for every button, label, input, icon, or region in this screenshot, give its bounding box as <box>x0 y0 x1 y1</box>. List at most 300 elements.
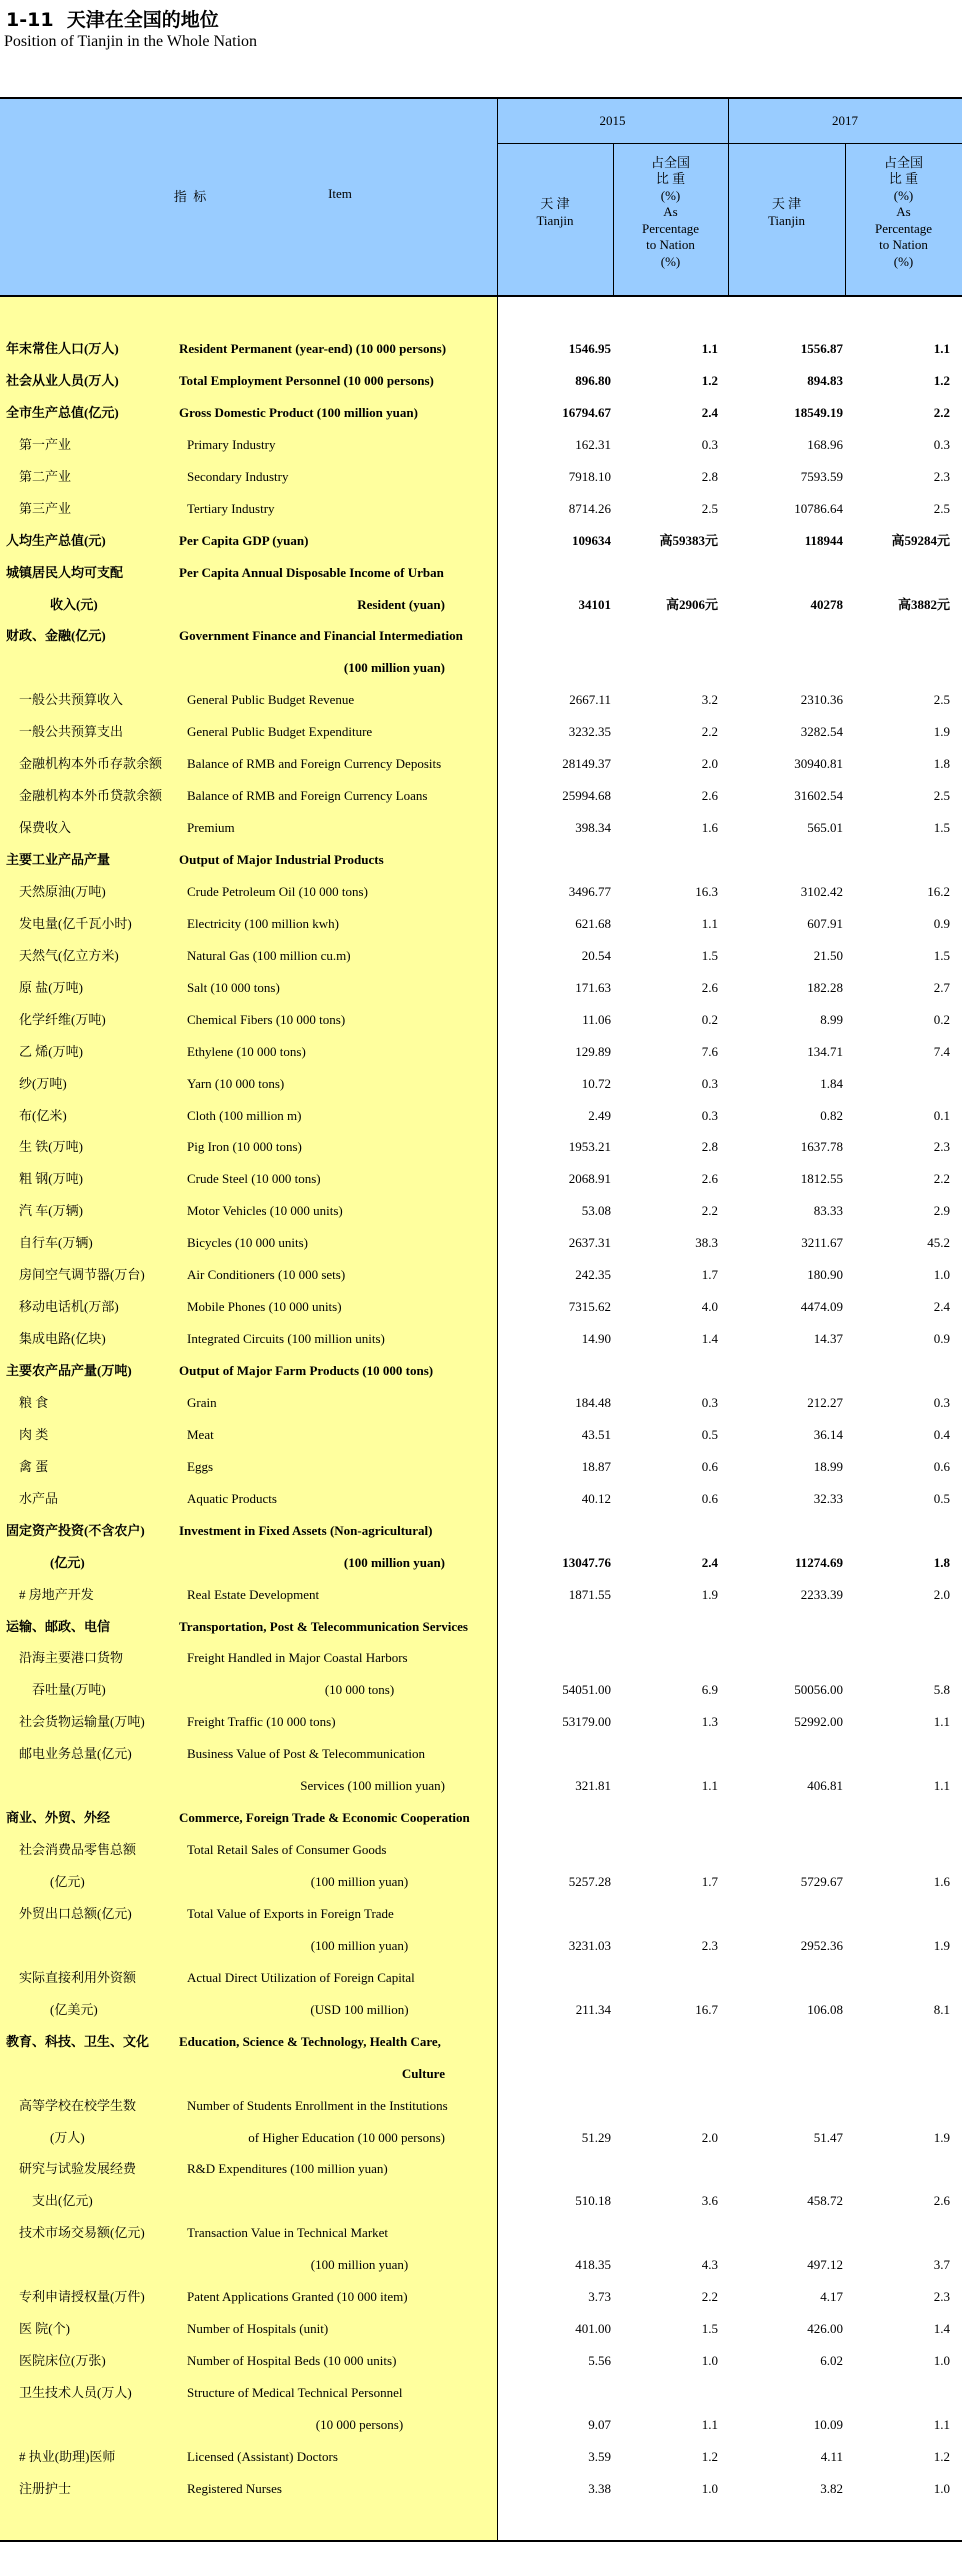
pct-2017: 1.4 <box>933 2321 950 2337</box>
pct-2015: 4.0 <box>701 1299 718 1315</box>
table-row <box>0 397 962 429</box>
pct-2017: 2.5 <box>933 692 950 708</box>
year-row-rule <box>497 143 962 144</box>
table-row <box>0 365 962 397</box>
pct-2015: 7.6 <box>701 1043 718 1059</box>
table-row <box>0 2249 962 2281</box>
pct-2015: 2.2 <box>701 724 718 740</box>
pct-2015: 2.8 <box>701 1139 718 1155</box>
pct-2017: 7.4 <box>933 1043 950 1059</box>
indicator-zh: 社会从业人员(万人) <box>6 372 119 388</box>
table-body <box>0 333 962 2505</box>
table-row <box>0 1738 962 1770</box>
indicator-en: Structure of Medical Technical Personnel <box>187 2385 403 2400</box>
value-2017: 2952.36 <box>800 1937 843 1953</box>
value-2015: 211.34 <box>575 2001 611 2017</box>
pct-2015: 2.0 <box>701 756 718 772</box>
pct-2015: 0.3 <box>701 436 718 452</box>
header-year-2017: 2017 <box>832 113 858 128</box>
value-2017: 40278 <box>810 596 843 612</box>
header-percentage-line: (%) <box>660 187 681 203</box>
value-2017: 32.33 <box>813 1490 843 1506</box>
indicator-zh: 邮电业务总量(亿元) <box>19 1746 132 1762</box>
indicator-zh: 社会消费品零售总额 <box>19 1842 137 1858</box>
indicator-en: Per Capita GDP (yuan) <box>179 532 309 548</box>
value-2017: 607.91 <box>807 915 843 931</box>
pct-2017: 1.9 <box>933 724 950 740</box>
indicator-en: Gross Domestic Product (100 million yuan) <box>179 404 418 420</box>
table-row <box>0 1770 962 1802</box>
value-2015: 162.31 <box>575 436 611 452</box>
indicator-en: Transportation, Post & Telecommunication Services <box>179 1618 468 1634</box>
indicator-en: Tertiary Industry <box>187 500 275 516</box>
indicator-en: Licensed (Assistant) Doctors <box>187 2448 338 2464</box>
pct-2015: 2.4 <box>701 404 718 420</box>
value-2015: 53.08 <box>581 1203 611 1219</box>
pct-2015: 2.3 <box>701 1937 718 1953</box>
header-percentage-line: 占全国 <box>650 154 690 170</box>
indicator-en: Government Finance and Financial Intermediation <box>179 628 463 644</box>
value-2015: 1871.55 <box>568 1586 611 1602</box>
value-2017: 168.96 <box>807 436 843 452</box>
table-row <box>0 1834 962 1866</box>
table-row <box>0 557 962 589</box>
value-2017: 31602.54 <box>794 788 843 804</box>
indicator-zh: 纱(万吨) <box>19 1075 67 1091</box>
table-row <box>0 2122 962 2154</box>
pct-2015: 1.1 <box>701 341 718 356</box>
indicator-en: Resident (yuan) <box>357 596 445 612</box>
pct-2017: 高3882元 <box>897 596 950 612</box>
indicator-zh: 禽 蛋 <box>19 1458 49 1474</box>
pct-2017: 0.3 <box>933 1394 950 1410</box>
table-row <box>0 1419 962 1451</box>
pct-2015: 2.2 <box>701 2289 718 2305</box>
value-2015: 5257.28 <box>568 1874 611 1889</box>
table-row <box>0 1355 962 1387</box>
indicator-zh: 布(亿米) <box>19 1107 67 1123</box>
value-2017: 8.99 <box>820 1011 843 1027</box>
pct-2015: 0.5 <box>701 1426 718 1442</box>
header-tianjin-zh: 天 津 <box>771 196 802 211</box>
indicator-zh: 化学纤维(万吨) <box>19 1011 106 1027</box>
pct-2017: 1.9 <box>933 2129 950 2145</box>
value-2015: 418.35 <box>575 2257 611 2273</box>
table-row <box>0 940 962 972</box>
pct-2017: 1.8 <box>933 1554 950 1570</box>
table-row <box>0 684 962 716</box>
indicator-zh: 一般公共预算支出 <box>19 724 124 740</box>
indicator-en: Yarn (10 000 tons) <box>187 1075 285 1091</box>
pct-2015: 2.6 <box>701 979 718 995</box>
table-row <box>0 1259 962 1291</box>
indicator-zh: 吞吐量(万吨) <box>32 1682 106 1698</box>
table-row <box>0 876 962 908</box>
table-row <box>0 493 962 525</box>
value-2017: 6.02 <box>820 2353 843 2369</box>
value-2015: 3496.77 <box>568 883 611 899</box>
pct-2015: 1.2 <box>701 2448 718 2464</box>
pct-2017: 2.3 <box>933 468 950 484</box>
header-year-2015: 2015 <box>599 113 626 128</box>
indicator-zh: 外贸出口总额(亿元) <box>19 1905 132 1921</box>
table-row <box>0 748 962 780</box>
pct-2017: 1.5 <box>933 820 950 836</box>
header-percentage-line: Percentage <box>874 220 933 236</box>
header-percentage-line: to Nation <box>646 237 695 253</box>
pct-2017: 0.5 <box>933 1490 950 1506</box>
pct-2017: 2.0 <box>933 1586 950 1602</box>
pct-2015: 6.9 <box>701 1682 718 1698</box>
value-2017: 497.12 <box>807 2257 843 2273</box>
value-2015: 34101 <box>578 596 611 612</box>
value-2015: 28149.37 <box>562 756 611 772</box>
indicator-en: (100 million yuan) <box>343 660 445 676</box>
indicator-zh: 教育、科技、卫生、文化 <box>6 2033 150 2049</box>
table-row <box>0 2345 962 2377</box>
indicator-zh: 卫生技术人员(万人) <box>19 2385 132 2400</box>
value-2015: 2667.11 <box>569 692 611 708</box>
value-2017: 180.90 <box>807 1267 843 1283</box>
value-2015: 242.35 <box>575 1267 611 1283</box>
pct-2017: 2.6 <box>933 2193 950 2209</box>
indicator-zh: 集成电路(亿块) <box>19 1331 106 1347</box>
table-row <box>0 1036 962 1068</box>
value-2017: 10786.64 <box>794 500 843 516</box>
pct-2015: 1.1 <box>701 2416 718 2432</box>
table-row <box>0 2090 962 2122</box>
indicator-en: Actual Direct Utilization of Foreign Capital <box>187 1969 415 1985</box>
indicator-en: Motor Vehicles (10 000 units) <box>187 1203 343 1219</box>
indicator-en: Crude Petroleum Oil (10 000 tons) <box>187 883 368 899</box>
value-2015: 51.29 <box>581 2129 611 2145</box>
table-row <box>0 1642 962 1674</box>
pct-2017: 1.9 <box>933 1937 950 1953</box>
indicator-zh: 运输、邮政、电信 <box>6 1618 111 1634</box>
indicator-en: Balance of RMB and Foreign Currency Loans <box>187 788 428 804</box>
header-tianjin-en: Tianjin <box>536 212 574 228</box>
pct-2017: 1.0 <box>933 2480 950 2496</box>
table-row <box>0 429 962 461</box>
value-2017: 118944 <box>804 532 843 548</box>
indicator-en: Education, Science & Technology, Health Care, <box>179 2033 441 2049</box>
pct-2015: 1.7 <box>701 1267 718 1283</box>
value-2017: 7593.59 <box>800 468 843 484</box>
value-2015: 398.34 <box>575 820 611 836</box>
pct-2017: 1.8 <box>933 756 950 772</box>
value-2017: 565.01 <box>807 820 843 836</box>
table-top-rule <box>0 97 962 99</box>
pct-2015: 1.1 <box>701 915 718 931</box>
indicator-zh: 肉 类 <box>19 1426 49 1442</box>
pct-2017: 1.1 <box>933 341 950 356</box>
pct-2017: 1.0 <box>933 2353 950 2369</box>
indicator-zh: 固定资产投资(不含农户) <box>6 1522 145 1538</box>
value-2017: 406.81 <box>807 1778 843 1794</box>
indicator-en: Investment in Fixed Assets (Non-agricultural) <box>179 1522 433 1538</box>
pct-2017: 2.2 <box>933 404 950 420</box>
indicator-zh: (亿元) <box>50 1874 85 1889</box>
table-row <box>0 1387 962 1419</box>
indicator-en: Cloth (100 million m) <box>187 1107 302 1123</box>
indicator-en: (USD 100 million) <box>310 2001 409 2017</box>
value-2015: 3231.03 <box>568 1937 611 1953</box>
indicator-zh: 自行车(万辆) <box>19 1235 93 1251</box>
pct-2017: 1.1 <box>933 2416 950 2432</box>
pct-2017: 0.4 <box>933 1426 950 1442</box>
value-2015: 321.81 <box>575 1778 611 1794</box>
header-tianjin-zh: 天 津 <box>540 196 570 211</box>
indicator-zh: 注册护士 <box>19 2480 72 2496</box>
value-2017: 4.11 <box>820 2448 843 2464</box>
indicator-zh: 支出(亿元) <box>32 2193 93 2209</box>
value-2017: 458.72 <box>807 2193 843 2209</box>
pct-2015: 1.9 <box>701 1586 718 1602</box>
indicator-zh: 医院床位(万张) <box>19 2353 106 2369</box>
indicator-en: Air Conditioners (10 000 sets) <box>187 1267 346 1283</box>
value-2017: 4474.09 <box>800 1299 843 1315</box>
pct-2015: 0.6 <box>701 1458 718 1474</box>
pct-2015: 4.3 <box>701 2257 718 2273</box>
header-percentage-2015 <box>613 144 728 295</box>
header-tianjin-2015 <box>497 144 613 295</box>
table-row <box>0 2377 962 2409</box>
indicator-en: Patent Applications Granted (10 000 item) <box>187 2289 408 2305</box>
value-2015: 5.56 <box>588 2353 611 2369</box>
indicator-zh: 粮 食 <box>19 1394 49 1410</box>
value-2017: 1556.87 <box>800 341 843 356</box>
value-2017: 36.14 <box>813 1426 843 1442</box>
indicator-en: Resident Permanent (year-end) (10 000 persons) <box>179 341 447 356</box>
indicator-zh: (亿元) <box>50 1554 85 1570</box>
indicator-zh: 全市生产总值(亿元) <box>6 404 119 420</box>
table-row <box>0 2313 962 2345</box>
indicator-en: Salt (10 000 tons) <box>187 979 280 995</box>
table-row <box>0 1579 962 1611</box>
table-row <box>0 1068 962 1100</box>
pct-2015: 2.0 <box>701 2129 718 2145</box>
indicator-zh: 保费收入 <box>19 820 72 836</box>
header-percentage-line: 占全国 <box>883 154 923 170</box>
table-row <box>0 1004 962 1036</box>
pct-2015: 0.2 <box>701 1011 718 1027</box>
indicator-zh: 年末常住人口(万人) <box>6 341 119 356</box>
value-2017: 182.28 <box>807 979 843 995</box>
value-2015: 896.80 <box>575 372 611 388</box>
divider-tianjin-pct-2015 <box>613 144 614 295</box>
table-row <box>0 1195 962 1227</box>
pct-2015: 高59383元 <box>659 532 718 548</box>
indicator-zh: # 执业(助理)医师 <box>19 2448 116 2464</box>
pct-2015: 1.2 <box>701 372 718 388</box>
table-row <box>0 2153 962 2185</box>
indicator-en: (100 million yuan) <box>310 1874 409 1889</box>
indicator-en: Registered Nurses <box>187 2480 282 2496</box>
pct-2015: 2.8 <box>701 468 718 484</box>
pct-2017: 2.3 <box>933 1139 950 1155</box>
value-2017: 3211.67 <box>801 1235 843 1251</box>
indicator-en: Ethylene (10 000 tons) <box>187 1043 306 1059</box>
value-2015: 13047.76 <box>562 1554 611 1570</box>
pct-2017: 2.5 <box>933 788 950 804</box>
value-2017: 18549.19 <box>794 404 843 420</box>
value-2015: 7918.10 <box>568 468 611 484</box>
header-bottom-rule <box>0 295 962 297</box>
table-row <box>0 461 962 493</box>
indicator-en: (100 million yuan) <box>310 2257 409 2273</box>
pct-2017: 0.1 <box>933 1107 950 1123</box>
indicator-en: Integrated Circuits (100 million units) <box>187 1331 385 1347</box>
indicator-en: Eggs <box>187 1458 213 1474</box>
pct-2015: 1.5 <box>701 2321 718 2337</box>
table-bottom-rule <box>0 2540 962 2542</box>
indicator-en: R&D Expenditures (100 million yuan) <box>187 2161 388 2177</box>
table-row <box>0 1547 962 1579</box>
value-2015: 2637.31 <box>568 1235 611 1251</box>
table-row <box>0 620 962 652</box>
table-row <box>0 589 962 621</box>
indicator-en: Transaction Value in Technical Market <box>187 2225 389 2241</box>
value-2017: 10.09 <box>813 2416 843 2432</box>
value-2017: 11274.69 <box>794 1554 843 1570</box>
header-percentage-line: As <box>663 204 678 220</box>
value-2017: 83.33 <box>813 1203 843 1219</box>
header-percentage-line: Percentage <box>641 220 700 236</box>
header-indicator-zh: 指 标 <box>173 189 207 204</box>
value-2017: 14.37 <box>813 1331 843 1347</box>
pct-2017: 16.2 <box>927 883 950 899</box>
pct-2015: 1.3 <box>701 1714 718 1730</box>
value-2015: 40.12 <box>581 1490 611 1506</box>
pct-2017: 2.5 <box>933 500 950 516</box>
table-row <box>0 2409 962 2441</box>
indicator-en: Grain <box>187 1394 217 1410</box>
header-item-label: Item <box>328 186 352 201</box>
pct-2015: 1.4 <box>701 1331 718 1347</box>
pct-2015: 38.3 <box>695 1235 718 1251</box>
indicator-zh: 金融机构本外币贷款余额 <box>19 788 163 804</box>
value-2017: 3282.54 <box>800 724 843 740</box>
value-2017: 1812.55 <box>800 1171 843 1187</box>
pct-2017: 高59284元 <box>891 532 950 548</box>
table-row <box>0 2473 962 2505</box>
indicator-en: Per Capita Annual Disposable Income of Urban <box>179 564 444 580</box>
table-row <box>0 525 962 557</box>
indicator-en: Business Value of Post & Telecommunication <box>187 1746 426 1762</box>
indicator-en: Electricity (100 million kwh) <box>187 915 339 931</box>
indicator-zh: # 房地产开发 <box>19 1586 94 1602</box>
value-2017: 134.71 <box>807 1043 843 1059</box>
indicator-en: Mobile Phones (10 000 units) <box>187 1299 342 1315</box>
indicator-zh: 粗 钢(万吨) <box>19 1171 83 1187</box>
pct-2015: 3.6 <box>701 2193 718 2209</box>
value-2017: 3102.42 <box>800 883 843 899</box>
indicator-en: of Higher Education (10 000 persons) <box>248 2129 445 2145</box>
page-title-en: Position of Tianjin in the Whole Nation <box>4 33 258 50</box>
table-row <box>0 972 962 1004</box>
pct-2017: 2.7 <box>933 979 950 995</box>
indicator-en: Aquatic Products <box>187 1490 277 1506</box>
table-row <box>0 1706 962 1738</box>
indicator-en: Output of Major Farm Products (10 000 tons) <box>179 1363 434 1378</box>
value-2015: 43.51 <box>581 1426 611 1442</box>
pct-2017: 8.1 <box>933 2001 950 2017</box>
value-2015: 16794.67 <box>562 404 611 420</box>
pct-2017: 0.9 <box>933 915 950 931</box>
indicator-zh: 第三产业 <box>19 500 72 516</box>
pct-2017: 2.9 <box>933 1203 950 1219</box>
value-2017: 894.83 <box>807 372 843 388</box>
pct-2017: 1.0 <box>933 1267 950 1283</box>
header-percentage-line: (%) <box>893 187 914 203</box>
indicator-en: (100 million yuan) <box>343 1554 445 1570</box>
value-2015: 11.06 <box>582 1011 611 1027</box>
table-row <box>0 1994 962 2026</box>
table-row <box>0 1323 962 1355</box>
indicator-zh: 技术市场交易额(亿元) <box>19 2225 145 2241</box>
pct-2017: 1.1 <box>933 1778 950 1794</box>
value-2017: 30940.81 <box>794 756 843 772</box>
value-2017: 52992.00 <box>794 1714 843 1730</box>
pct-2017: 2.3 <box>933 2289 950 2305</box>
indicator-en: General Public Budget Revenue <box>187 692 355 708</box>
pct-2015: 0.3 <box>701 1107 718 1123</box>
value-2017: 1.84 <box>820 1075 843 1091</box>
value-2015: 171.63 <box>575 979 611 995</box>
indicator-zh: (亿美元) <box>50 2001 98 2017</box>
pct-2015: 1.7 <box>701 1874 718 1889</box>
pct-2015: 1.5 <box>701 947 718 963</box>
table-row <box>0 2217 962 2249</box>
indicator-en: Secondary Industry <box>187 468 289 484</box>
indicator-en: Culture <box>401 2065 445 2081</box>
value-2017: 212.27 <box>807 1394 843 1410</box>
indicator-zh: 发电量(亿千瓦小时) <box>19 915 132 931</box>
value-2015: 3.73 <box>588 2289 611 2305</box>
value-2015: 25994.68 <box>562 788 611 804</box>
value-2017: 426.00 <box>807 2321 843 2337</box>
value-2015: 129.89 <box>575 1043 611 1059</box>
pct-2017: 0.6 <box>933 1458 950 1474</box>
header-percentage-line: (%) <box>893 253 914 269</box>
indicator-zh: 天然气(亿立方米) <box>19 947 119 963</box>
indicator-zh: 商业、外贸、外经 <box>6 1810 111 1826</box>
value-2015: 621.68 <box>575 915 611 931</box>
indicator-zh: 沿海主要港口货物 <box>19 1650 124 1666</box>
indicator-zh: 第一产业 <box>19 436 72 452</box>
indicator-zh: 专利申请授权量(万件) <box>19 2289 145 2305</box>
table-row <box>0 1483 962 1515</box>
indicator-en: Chemical Fibers (10 000 tons) <box>187 1011 346 1027</box>
indicator-en: Premium <box>187 820 235 836</box>
table-row <box>0 652 962 684</box>
indicator-zh: 原 盐(万吨) <box>19 979 83 995</box>
indicator-en: (10 000 persons) <box>315 2416 404 2432</box>
indicator-en: Output of Major Industrial Products <box>179 852 384 867</box>
table-row <box>0 2185 962 2217</box>
table-row <box>0 1674 962 1706</box>
value-2015: 510.18 <box>575 2193 611 2209</box>
pct-2017: 5.8 <box>933 1682 950 1698</box>
indicator-en: Real Estate Development <box>187 1586 320 1602</box>
indicator-zh: 生 铁(万吨) <box>19 1139 83 1155</box>
divider-item-data <box>497 99 498 2540</box>
value-2015: 14.90 <box>581 1331 611 1347</box>
indicator-zh: 第二产业 <box>19 468 72 484</box>
pct-2017: 1.2 <box>933 372 950 388</box>
pct-2015: 1.0 <box>701 2353 718 2369</box>
indicator-en: Freight Handled in Major Coastal Harbors <box>187 1650 408 1666</box>
